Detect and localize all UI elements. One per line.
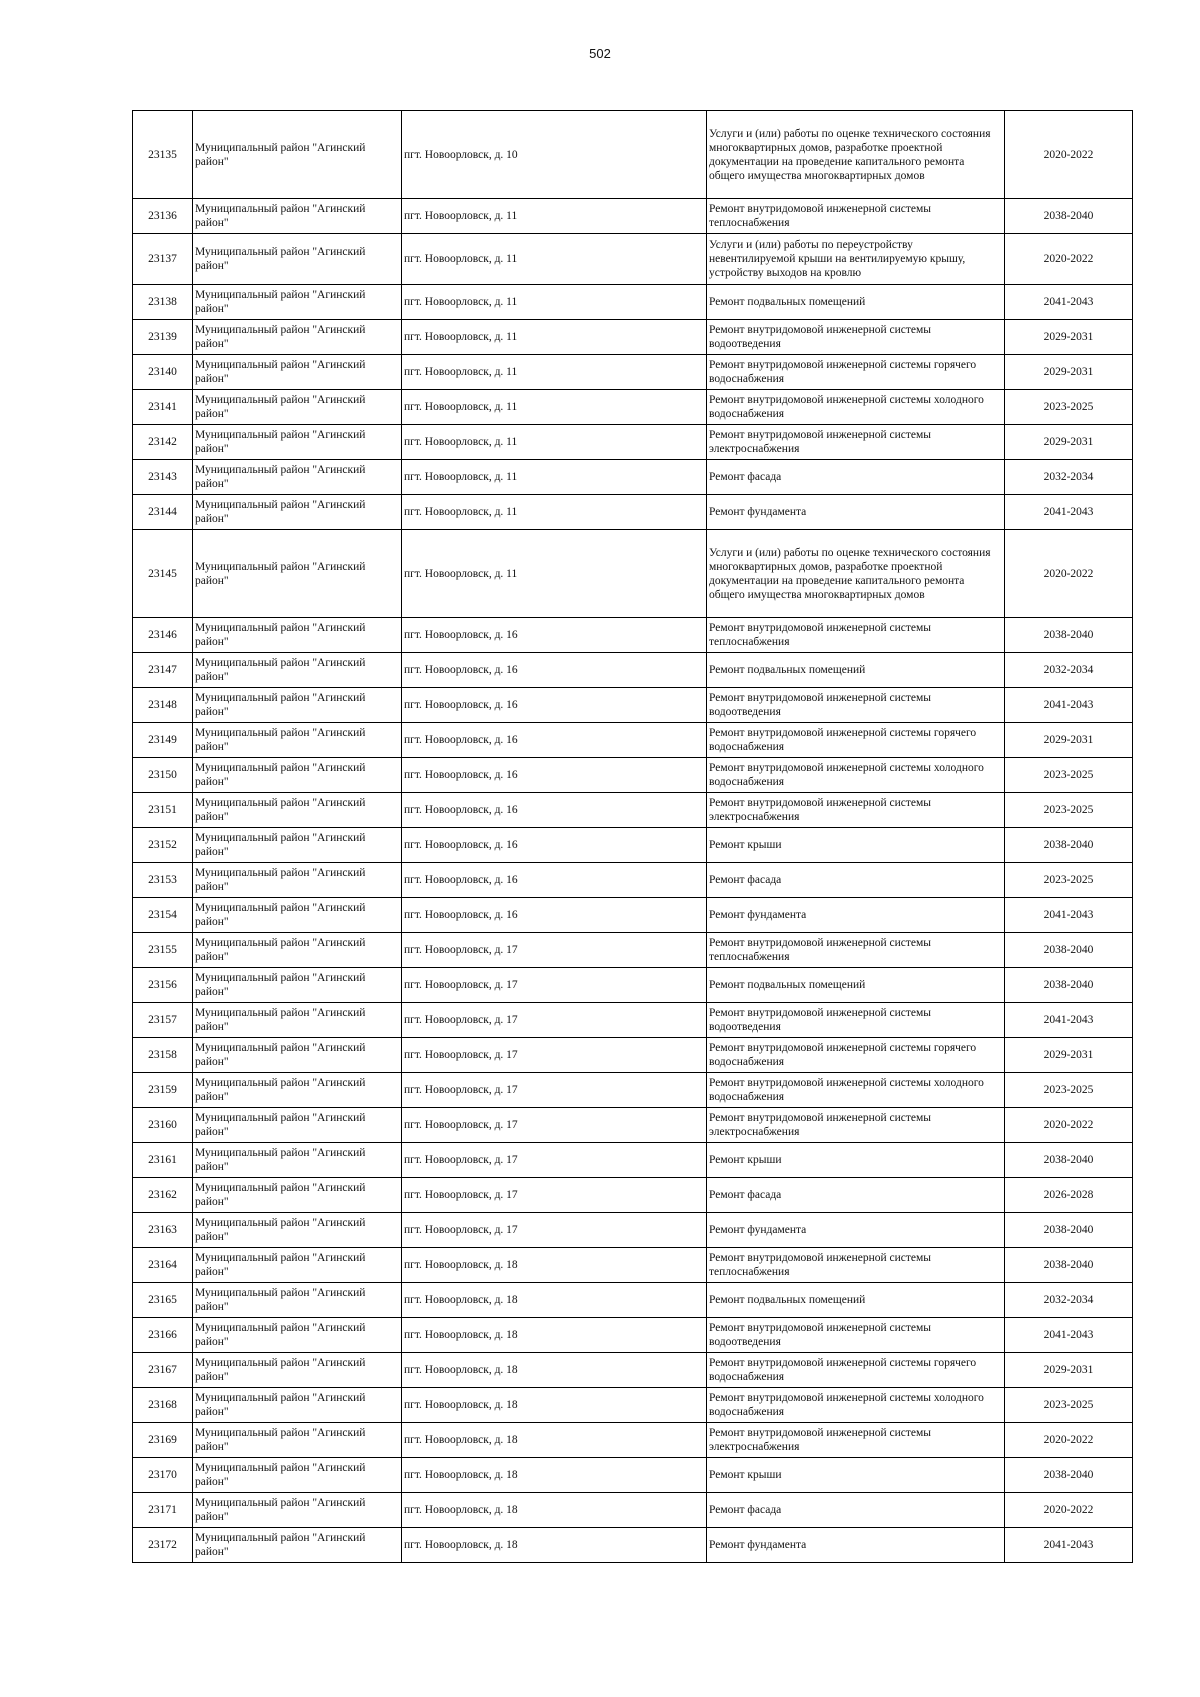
municipality-cell: Муниципальный район "Агинский район" <box>193 355 402 390</box>
address-cell: пгт. Новоорловск, д. 11 <box>402 495 707 530</box>
repair-schedule-table <box>132 110 1133 1563</box>
address-cell: пгт. Новоорловск, д. 16 <box>402 723 707 758</box>
work-type-cell: Ремонт внутридомовой инженерной системы водоотведения <box>707 1318 1005 1353</box>
table-row <box>133 460 1133 495</box>
address-cell: пгт. Новоорловск, д. 18 <box>402 1353 707 1388</box>
work-type-cell: Ремонт фасада <box>707 460 1005 495</box>
table-row <box>133 1143 1133 1178</box>
record-number-cell: 23171 <box>133 1493 193 1528</box>
work-type-cell: Ремонт фасада <box>707 1493 1005 1528</box>
address-cell: пгт. Новоорловск, д. 16 <box>402 653 707 688</box>
address-cell: пгт. Новоорловск, д. 17 <box>402 1213 707 1248</box>
period-cell: 2038-2040 <box>1005 199 1133 234</box>
table-row <box>133 968 1133 1003</box>
work-type-cell: Ремонт внутридомовой инженерной системы электроснабжения <box>707 793 1005 828</box>
work-type-cell: Ремонт фасада <box>707 1178 1005 1213</box>
work-type-cell: Ремонт внутридомовой инженерной системы горячего водоснабжения <box>707 723 1005 758</box>
period-cell: 2041-2043 <box>1005 495 1133 530</box>
period-cell: 2020-2022 <box>1005 111 1133 199</box>
table-row <box>133 1248 1133 1283</box>
table-row <box>133 793 1133 828</box>
work-type-cell: Ремонт внутридомовой инженерной системы электроснабжения <box>707 425 1005 460</box>
work-type-cell: Услуги и (или) работы по переустройству невентилируемой крыши на вентилируемую крышу, устройству выходов на кровлю <box>707 234 1005 285</box>
municipality-cell: Муниципальный район "Агинский район" <box>193 1493 402 1528</box>
municipality-cell: Муниципальный район "Агинский район" <box>193 530 402 618</box>
address-cell: пгт. Новоорловск, д. 18 <box>402 1283 707 1318</box>
municipality-cell: Муниципальный район "Агинский район" <box>193 111 402 199</box>
record-number-cell: 23137 <box>133 234 193 285</box>
table-row <box>133 1528 1133 1563</box>
table-row <box>133 1458 1133 1493</box>
period-cell: 2029-2031 <box>1005 723 1133 758</box>
period-cell: 2032-2034 <box>1005 653 1133 688</box>
record-number-cell: 23146 <box>133 618 193 653</box>
period-cell: 2020-2022 <box>1005 234 1133 285</box>
table-row <box>133 495 1133 530</box>
record-number-cell: 23140 <box>133 355 193 390</box>
record-number-cell: 23158 <box>133 1038 193 1073</box>
municipality-cell: Муниципальный район "Агинский район" <box>193 1213 402 1248</box>
period-cell: 2029-2031 <box>1005 320 1133 355</box>
record-number-cell: 23157 <box>133 1003 193 1038</box>
record-number-cell: 23162 <box>133 1178 193 1213</box>
table-row <box>133 111 1133 199</box>
period-cell: 2038-2040 <box>1005 1248 1133 1283</box>
table-row <box>133 530 1133 618</box>
period-cell: 2023-2025 <box>1005 390 1133 425</box>
address-cell: пгт. Новоорловск, д. 16 <box>402 688 707 723</box>
work-type-cell: Ремонт внутридомовой инженерной системы холодного водоснабжения <box>707 758 1005 793</box>
municipality-cell: Муниципальный район "Агинский район" <box>193 1528 402 1563</box>
page-number: 502 <box>589 46 611 61</box>
period-cell: 2041-2043 <box>1005 898 1133 933</box>
municipality-cell: Муниципальный район "Агинский район" <box>193 1178 402 1213</box>
record-number-cell: 23165 <box>133 1283 193 1318</box>
address-cell: пгт. Новоорловск, д. 17 <box>402 1073 707 1108</box>
municipality-cell: Муниципальный район "Агинский район" <box>193 1248 402 1283</box>
record-number-cell: 23169 <box>133 1423 193 1458</box>
municipality-cell: Муниципальный район "Агинский район" <box>193 1073 402 1108</box>
work-type-cell: Услуги и (или) работы по оценке технического состояния многоквартирных домов, разработке проектной документации на проведение капитального ремонта общего имущества многоквартирных домов <box>707 111 1005 199</box>
period-cell: 2038-2040 <box>1005 1143 1133 1178</box>
table-row <box>133 320 1133 355</box>
work-type-cell: Ремонт фасада <box>707 863 1005 898</box>
municipality-cell: Муниципальный район "Агинский район" <box>193 285 402 320</box>
period-cell: 2023-2025 <box>1005 758 1133 793</box>
period-cell: 2032-2034 <box>1005 460 1133 495</box>
municipality-cell: Муниципальный район "Агинский район" <box>193 320 402 355</box>
address-cell: пгт. Новоорловск, д. 18 <box>402 1248 707 1283</box>
municipality-cell: Муниципальный район "Агинский район" <box>193 1283 402 1318</box>
table-row <box>133 1423 1133 1458</box>
table-row <box>133 390 1133 425</box>
table-row <box>133 355 1133 390</box>
table-row <box>133 1003 1133 1038</box>
record-number-cell: 23159 <box>133 1073 193 1108</box>
table-row <box>133 1038 1133 1073</box>
address-cell: пгт. Новоорловск, д. 18 <box>402 1423 707 1458</box>
work-type-cell: Ремонт подвальных помещений <box>707 1283 1005 1318</box>
period-cell: 2041-2043 <box>1005 1318 1133 1353</box>
address-cell: пгт. Новоорловск, д. 16 <box>402 863 707 898</box>
period-cell: 2029-2031 <box>1005 425 1133 460</box>
municipality-cell: Муниципальный район "Агинский район" <box>193 1143 402 1178</box>
address-cell: пгт. Новоорловск, д. 17 <box>402 1143 707 1178</box>
address-cell: пгт. Новоорловск, д. 18 <box>402 1528 707 1563</box>
work-type-cell: Ремонт крыши <box>707 1458 1005 1493</box>
municipality-cell: Муниципальный район "Агинский район" <box>193 1003 402 1038</box>
table-row <box>133 688 1133 723</box>
record-number-cell: 23170 <box>133 1458 193 1493</box>
table-row <box>133 1493 1133 1528</box>
period-cell: 2020-2022 <box>1005 1493 1133 1528</box>
period-cell: 2029-2031 <box>1005 1038 1133 1073</box>
record-number-cell: 23166 <box>133 1318 193 1353</box>
address-cell: пгт. Новоорловск, д. 11 <box>402 355 707 390</box>
municipality-cell: Муниципальный район "Агинский район" <box>193 618 402 653</box>
period-cell: 2020-2022 <box>1005 1108 1133 1143</box>
work-type-cell: Ремонт подвальных помещений <box>707 285 1005 320</box>
table-row <box>133 898 1133 933</box>
municipality-cell: Муниципальный район "Агинский район" <box>193 793 402 828</box>
period-cell: 2029-2031 <box>1005 355 1133 390</box>
period-cell: 2023-2025 <box>1005 793 1133 828</box>
municipality-cell: Муниципальный район "Агинский район" <box>193 653 402 688</box>
address-cell: пгт. Новоорловск, д. 11 <box>402 530 707 618</box>
table-row <box>133 1073 1133 1108</box>
record-number-cell: 23163 <box>133 1213 193 1248</box>
period-cell: 2041-2043 <box>1005 1528 1133 1563</box>
municipality-cell: Муниципальный район "Агинский район" <box>193 1388 402 1423</box>
address-cell: пгт. Новоорловск, д. 16 <box>402 828 707 863</box>
record-number-cell: 23172 <box>133 1528 193 1563</box>
period-cell: 2038-2040 <box>1005 1213 1133 1248</box>
record-number-cell: 23150 <box>133 758 193 793</box>
municipality-cell: Муниципальный район "Агинский район" <box>193 688 402 723</box>
record-number-cell: 23143 <box>133 460 193 495</box>
record-number-cell: 23135 <box>133 111 193 199</box>
work-type-cell: Ремонт крыши <box>707 828 1005 863</box>
period-cell: 2038-2040 <box>1005 828 1133 863</box>
record-number-cell: 23164 <box>133 1248 193 1283</box>
address-cell: пгт. Новоорловск, д. 16 <box>402 898 707 933</box>
municipality-cell: Муниципальный район "Агинский район" <box>193 234 402 285</box>
record-number-cell: 23144 <box>133 495 193 530</box>
work-type-cell: Ремонт крыши <box>707 1143 1005 1178</box>
address-cell: пгт. Новоорловск, д. 11 <box>402 199 707 234</box>
period-cell: 2032-2034 <box>1005 1283 1133 1318</box>
record-number-cell: 23156 <box>133 968 193 1003</box>
table-row <box>133 285 1133 320</box>
municipality-cell: Муниципальный район "Агинский район" <box>193 828 402 863</box>
address-cell: пгт. Новоорловск, д. 11 <box>402 425 707 460</box>
period-cell: 2020-2022 <box>1005 530 1133 618</box>
municipality-cell: Муниципальный район "Агинский район" <box>193 495 402 530</box>
work-type-cell: Ремонт фундамента <box>707 495 1005 530</box>
municipality-cell: Муниципальный район "Агинский район" <box>193 898 402 933</box>
work-type-cell: Ремонт внутридомовой инженерной системы электроснабжения <box>707 1423 1005 1458</box>
address-cell: пгт. Новоорловск, д. 11 <box>402 390 707 425</box>
record-number-cell: 23154 <box>133 898 193 933</box>
municipality-cell: Муниципальный район "Агинский район" <box>193 968 402 1003</box>
address-cell: пгт. Новоорловск, д. 17 <box>402 933 707 968</box>
record-number-cell: 23160 <box>133 1108 193 1143</box>
address-cell: пгт. Новоорловск, д. 17 <box>402 1038 707 1073</box>
work-type-cell: Ремонт внутридомовой инженерной системы водоотведения <box>707 1003 1005 1038</box>
record-number-cell: 23138 <box>133 285 193 320</box>
address-cell: пгт. Новоорловск, д. 17 <box>402 968 707 1003</box>
period-cell: 2041-2043 <box>1005 1003 1133 1038</box>
address-cell: пгт. Новоорловск, д. 11 <box>402 285 707 320</box>
work-type-cell: Ремонт внутридомовой инженерной системы холодного водоснабжения <box>707 1073 1005 1108</box>
municipality-cell: Муниципальный район "Агинский район" <box>193 1353 402 1388</box>
work-type-cell: Ремонт внутридомовой инженерной системы теплоснабжения <box>707 1248 1005 1283</box>
work-type-cell: Ремонт фундамента <box>707 1213 1005 1248</box>
period-cell: 2023-2025 <box>1005 1073 1133 1108</box>
table-row <box>133 234 1133 285</box>
municipality-cell: Муниципальный район "Агинский район" <box>193 199 402 234</box>
municipality-cell: Муниципальный район "Агинский район" <box>193 1108 402 1143</box>
record-number-cell: 23155 <box>133 933 193 968</box>
table-row <box>133 1213 1133 1248</box>
record-number-cell: 23167 <box>133 1353 193 1388</box>
record-number-cell: 23147 <box>133 653 193 688</box>
period-cell: 2041-2043 <box>1005 285 1133 320</box>
table-row <box>133 723 1133 758</box>
work-type-cell: Ремонт внутридомовой инженерной системы горячего водоснабжения <box>707 355 1005 390</box>
address-cell: пгт. Новоорловск, д. 18 <box>402 1318 707 1353</box>
table-row <box>133 1108 1133 1143</box>
period-cell: 2038-2040 <box>1005 968 1133 1003</box>
record-number-cell: 23161 <box>133 1143 193 1178</box>
table-row <box>133 828 1133 863</box>
work-type-cell: Ремонт фундамента <box>707 1528 1005 1563</box>
work-type-cell: Ремонт фундамента <box>707 898 1005 933</box>
work-type-cell: Ремонт внутридомовой инженерной системы горячего водоснабжения <box>707 1038 1005 1073</box>
address-cell: пгт. Новоорловск, д. 11 <box>402 234 707 285</box>
table-row <box>133 863 1133 898</box>
address-cell: пгт. Новоорловск, д. 11 <box>402 320 707 355</box>
record-number-cell: 23136 <box>133 199 193 234</box>
work-type-cell: Ремонт внутридомовой инженерной системы теплоснабжения <box>707 618 1005 653</box>
address-cell: пгт. Новоорловск, д. 17 <box>402 1178 707 1213</box>
table-row <box>133 425 1133 460</box>
work-type-cell: Ремонт внутридомовой инженерной системы теплоснабжения <box>707 199 1005 234</box>
period-cell: 2041-2043 <box>1005 688 1133 723</box>
table-row <box>133 758 1133 793</box>
table-row <box>133 653 1133 688</box>
record-number-cell: 23141 <box>133 390 193 425</box>
address-cell: пгт. Новоорловск, д. 17 <box>402 1108 707 1143</box>
work-type-cell: Ремонт внутридомовой инженерной системы теплоснабжения <box>707 933 1005 968</box>
address-cell: пгт. Новоорловск, д. 17 <box>402 1003 707 1038</box>
address-cell: пгт. Новоорловск, д. 18 <box>402 1388 707 1423</box>
address-cell: пгт. Новоорловск, д. 10 <box>402 111 707 199</box>
record-number-cell: 23145 <box>133 530 193 618</box>
municipality-cell: Муниципальный район "Агинский район" <box>193 425 402 460</box>
period-cell: 2020-2022 <box>1005 1423 1133 1458</box>
work-type-cell: Ремонт внутридомовой инженерной системы холодного водоснабжения <box>707 1388 1005 1423</box>
table-row <box>133 199 1133 234</box>
record-number-cell: 23153 <box>133 863 193 898</box>
municipality-cell: Муниципальный район "Агинский район" <box>193 1038 402 1073</box>
record-number-cell: 23149 <box>133 723 193 758</box>
work-type-cell: Услуги и (или) работы по оценке технического состояния многоквартирных домов, разработке проектной документации на проведение капитального ремонта общего имущества многоквартирных домов <box>707 530 1005 618</box>
table-row <box>133 1353 1133 1388</box>
period-cell: 2026-2028 <box>1005 1178 1133 1213</box>
work-type-cell: Ремонт внутридомовой инженерной системы горячего водоснабжения <box>707 1353 1005 1388</box>
period-cell: 2038-2040 <box>1005 618 1133 653</box>
period-cell: 2038-2040 <box>1005 933 1133 968</box>
work-type-cell: Ремонт подвальных помещений <box>707 968 1005 1003</box>
work-type-cell: Ремонт внутридомовой инженерной системы холодного водоснабжения <box>707 390 1005 425</box>
municipality-cell: Муниципальный район "Агинский район" <box>193 390 402 425</box>
address-cell: пгт. Новоорловск, д. 11 <box>402 460 707 495</box>
record-number-cell: 23151 <box>133 793 193 828</box>
municipality-cell: Муниципальный район "Агинский район" <box>193 1318 402 1353</box>
municipality-cell: Муниципальный район "Агинский район" <box>193 1423 402 1458</box>
record-number-cell: 23139 <box>133 320 193 355</box>
period-cell: 2029-2031 <box>1005 1353 1133 1388</box>
address-cell: пгт. Новоорловск, д. 16 <box>402 618 707 653</box>
record-number-cell: 23148 <box>133 688 193 723</box>
address-cell: пгт. Новоорловск, д. 18 <box>402 1493 707 1528</box>
record-number-cell: 23152 <box>133 828 193 863</box>
address-cell: пгт. Новоорловск, д. 18 <box>402 1458 707 1493</box>
table-row <box>133 1178 1133 1213</box>
period-cell: 2038-2040 <box>1005 1458 1133 1493</box>
table-row <box>133 618 1133 653</box>
municipality-cell: Муниципальный район "Агинский район" <box>193 460 402 495</box>
table-body <box>133 111 1133 1563</box>
table-row <box>133 1283 1133 1318</box>
municipality-cell: Муниципальный район "Агинский район" <box>193 723 402 758</box>
table-row <box>133 1318 1133 1353</box>
address-cell: пгт. Новоорловск, д. 16 <box>402 793 707 828</box>
municipality-cell: Муниципальный район "Агинский район" <box>193 863 402 898</box>
work-type-cell: Ремонт внутридомовой инженерной системы электроснабжения <box>707 1108 1005 1143</box>
work-type-cell: Ремонт внутридомовой инженерной системы водоотведения <box>707 688 1005 723</box>
municipality-cell: Муниципальный район "Агинский район" <box>193 1458 402 1493</box>
record-number-cell: 23142 <box>133 425 193 460</box>
work-type-cell: Ремонт подвальных помещений <box>707 653 1005 688</box>
table-row <box>133 933 1133 968</box>
period-cell: 2023-2025 <box>1005 863 1133 898</box>
address-cell: пгт. Новоорловск, д. 16 <box>402 758 707 793</box>
table-row <box>133 1388 1133 1423</box>
municipality-cell: Муниципальный район "Агинский район" <box>193 933 402 968</box>
work-type-cell: Ремонт внутридомовой инженерной системы водоотведения <box>707 320 1005 355</box>
record-number-cell: 23168 <box>133 1388 193 1423</box>
period-cell: 2023-2025 <box>1005 1388 1133 1423</box>
municipality-cell: Муниципальный район "Агинский район" <box>193 758 402 793</box>
